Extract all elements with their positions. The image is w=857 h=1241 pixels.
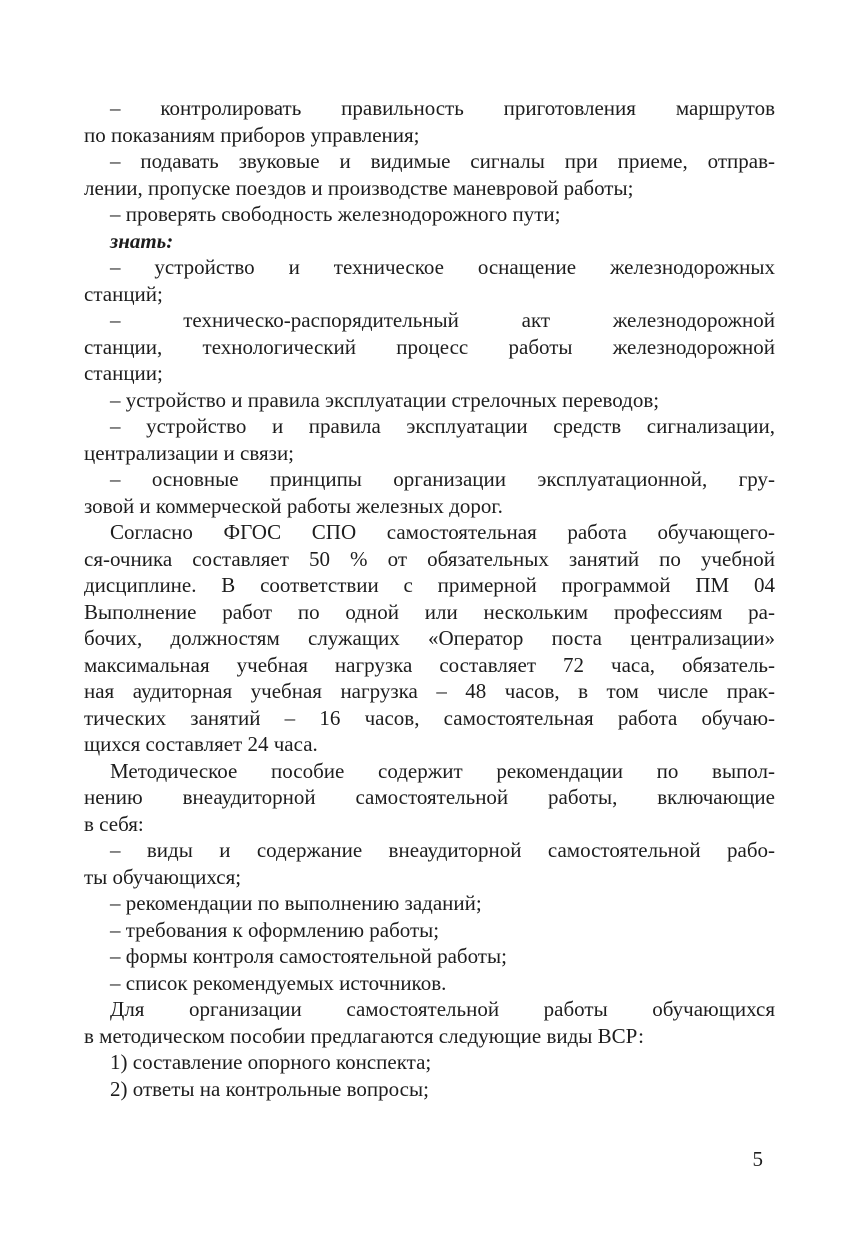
text-line: дисциплине. В соответствии с примерной программой ПМ 04 — [84, 573, 775, 597]
paragraph — [84, 917, 775, 944]
paragraph — [84, 307, 775, 387]
paragraph — [84, 1049, 775, 1076]
paragraph — [84, 1076, 775, 1103]
text-line: – подавать звуковые и видимые сигналы при приеме, отправ- — [110, 149, 775, 173]
text-line: – виды и содержание внеаудиторной самостоятельной рабо- — [110, 838, 775, 862]
paragraph — [84, 970, 775, 997]
text-line: – формы контроля самостоятельной работы; — [110, 944, 507, 968]
text-line: лении, пропуске поездов и производстве маневровой работы; — [84, 175, 634, 200]
text-line: по показаниям приборов управления; — [84, 122, 420, 147]
paragraph — [84, 466, 775, 519]
paragraph — [84, 890, 775, 917]
text-line: тических занятий – 16 часов, самостоятельная работа обучаю- — [84, 705, 775, 730]
text-line: – устройство и правила эксплуатации средств сигнализации, — [110, 414, 775, 438]
text-line: Методическое пособие содержит рекомендации по выпол- — [110, 758, 775, 783]
text-line: Согласно ФГОС СПО самостоятельная работа обучающего- — [110, 520, 775, 544]
paragraph — [84, 148, 775, 201]
text-line: в методическом пособии предлагаются следующие виды ВСР: — [84, 1023, 644, 1048]
text-line: – техническо-распорядительный акт железнодорожной — [110, 308, 775, 332]
text-line: – проверять свободность железнодорожного пути; — [110, 202, 561, 226]
text-line: бочих, должностям служащих «Оператор поста централизации» — [84, 626, 775, 650]
text-line: 1) составление опорного конспекта; — [110, 1050, 432, 1074]
text-line: зовой и коммерческой работы железных дорог. — [84, 493, 503, 518]
paragraph — [84, 519, 775, 758]
paragraph — [84, 201, 775, 228]
text-line: станции, технологический процесс работы железнодорожной — [84, 334, 775, 359]
paragraph — [84, 996, 775, 1049]
text-line: централизации и связи; — [84, 440, 295, 465]
text-line: максимальная учебная нагрузка составляет 72 часа, обязатель- — [84, 652, 775, 677]
text-line: Для организации самостоятельной работы обучающихся — [110, 997, 775, 1021]
text-line: ся-очника составляет 50 % от обязательных занятий по учебной — [84, 546, 775, 571]
paragraph — [84, 943, 775, 970]
text-line: Выполнение работ по одной или нескольким профессиям ра- — [84, 599, 775, 624]
text-line: щихся составляет 24 часа. — [84, 732, 318, 756]
text-line: в себя: — [84, 811, 144, 836]
text-line: ты обучающихся; — [84, 864, 242, 889]
text-line: 2) ответы на контрольные вопросы; — [110, 1076, 429, 1101]
text-line: – требования к оформлению работы; — [110, 917, 440, 942]
page-body-text — [84, 95, 775, 1102]
text-line: – устройство и техническое оснащение железнодорожных — [110, 255, 775, 279]
text-line: ная аудиторная учебная нагрузка – 48 часов, в том числе прак- — [84, 679, 775, 703]
paragraph — [84, 413, 775, 466]
text-line: – устройство и правила эксплуатации стрелочных переводов; — [110, 387, 660, 412]
text-line: станции; — [84, 361, 163, 385]
paragraph — [84, 837, 775, 890]
text-line: – список рекомендуемых источников. — [110, 970, 447, 995]
paragraph — [84, 95, 775, 148]
page-number: 5 — [752, 1147, 763, 1171]
text-line: – рекомендации по выполнению заданий; — [110, 891, 482, 915]
text-line: станций; — [84, 281, 163, 306]
paragraph — [84, 758, 775, 838]
text-line: знать: — [110, 228, 174, 253]
text-line: нению внеаудиторной самостоятельной работы, включающие — [84, 785, 775, 809]
text-line: – основные принципы организации эксплуатационной, гру- — [110, 467, 775, 491]
paragraph — [84, 254, 775, 307]
text-line: – контролировать правильность приготовления маршрутов — [110, 96, 775, 120]
paragraph — [84, 387, 775, 414]
paragraph — [84, 228, 775, 255]
